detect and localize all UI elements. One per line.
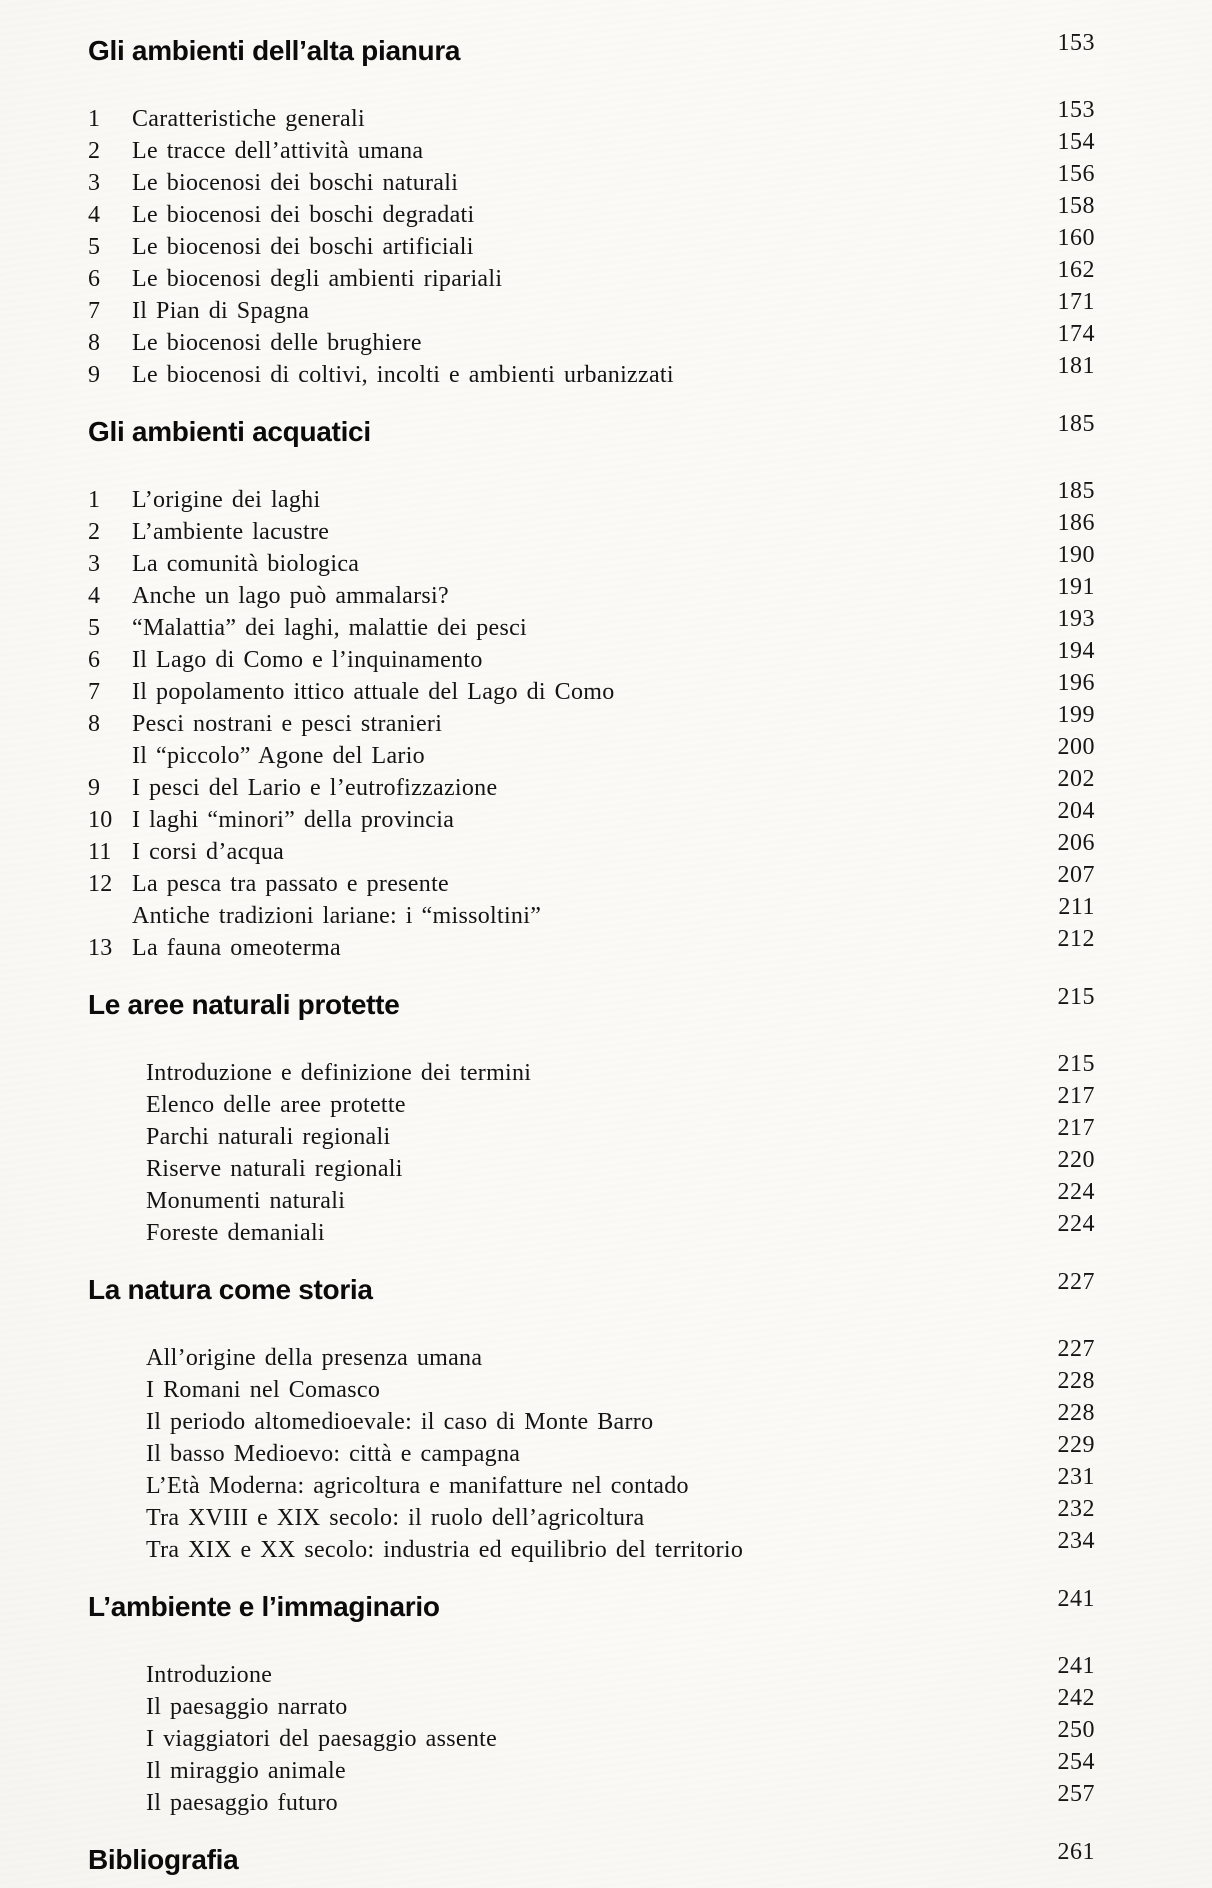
toc-entry-number: 8 bbox=[88, 711, 101, 737]
toc-entry-page-number: 190 bbox=[1057, 542, 1095, 568]
toc-entry-page-number: 191 bbox=[1057, 574, 1095, 600]
toc-entry bbox=[88, 1717, 1095, 1755]
toc-entry-number: 6 bbox=[88, 647, 101, 673]
toc-entry-title: Le biocenosi di coltivi, incolti e ambienti urbanizzati bbox=[132, 362, 674, 388]
toc-entry-page-number: 217 bbox=[1057, 1083, 1095, 1109]
toc-entry-title: Introduzione bbox=[146, 1662, 273, 1688]
toc-entry-page-number: 193 bbox=[1057, 606, 1095, 632]
section-title: Gli ambienti acquatici bbox=[88, 416, 371, 447]
toc-entry-title: Elenco delle aree protette bbox=[146, 1092, 406, 1118]
toc-section bbox=[88, 1839, 1095, 1879]
toc-entry-number bbox=[88, 1502, 146, 1534]
toc-entry bbox=[88, 1781, 1095, 1819]
toc-entry-number: 1 bbox=[88, 106, 101, 132]
toc-entry bbox=[88, 1528, 1095, 1566]
toc-section bbox=[88, 984, 1095, 1249]
toc-entry bbox=[88, 606, 1095, 644]
toc-entry-title: Riserve naturali regionali bbox=[146, 1156, 403, 1182]
section-heading bbox=[88, 411, 1095, 451]
toc-section bbox=[88, 411, 1095, 964]
toc-entry-number: 5 bbox=[88, 234, 101, 260]
toc-entry-title: Antiche tradizioni lariane: i “missoltini” bbox=[132, 903, 542, 929]
toc-entry bbox=[88, 766, 1095, 804]
section-page-number: 185 bbox=[1057, 411, 1095, 437]
toc-entry-title: Monumenti naturali bbox=[146, 1188, 346, 1214]
section-page-number: 261 bbox=[1057, 1839, 1095, 1865]
toc-entry bbox=[88, 510, 1095, 548]
toc-entry bbox=[88, 1083, 1095, 1121]
section-page-number: 241 bbox=[1057, 1586, 1095, 1612]
toc-entry-page-number: 181 bbox=[1057, 353, 1095, 379]
toc-entry-number: 12 bbox=[88, 871, 113, 897]
toc-entry-title: La fauna omeoterma bbox=[132, 935, 341, 961]
toc-entry-page-number: 200 bbox=[1057, 734, 1095, 760]
toc-entry bbox=[88, 702, 1095, 740]
toc-entry-number: 2 bbox=[88, 138, 101, 164]
toc-entry-number: 6 bbox=[88, 266, 101, 292]
toc-entry-page-number: 241 bbox=[1057, 1653, 1095, 1679]
toc-entry-page-number: 220 bbox=[1057, 1147, 1095, 1173]
toc-entry-number: 9 bbox=[88, 362, 101, 388]
toc-entry-title: I laghi “minori” della provincia bbox=[132, 807, 455, 833]
toc-entry-number: 10 bbox=[88, 807, 113, 833]
toc-entry-page-number: 257 bbox=[1057, 1781, 1095, 1807]
section-title: L’ambiente e l’immaginario bbox=[88, 1591, 440, 1622]
toc-entry bbox=[88, 321, 1095, 359]
toc-entry-number bbox=[88, 1185, 146, 1217]
toc-entry-title: I Romani nel Comasco bbox=[146, 1377, 381, 1403]
section-title: Bibliografia bbox=[88, 1844, 239, 1875]
toc-entry-page-number: 217 bbox=[1057, 1115, 1095, 1141]
toc-entry-title: Le biocenosi degli ambienti ripariali bbox=[132, 266, 503, 292]
toc-entry-number bbox=[88, 1089, 146, 1121]
toc-entry-title: “Malattia” dei laghi, malattie dei pesci bbox=[132, 615, 528, 641]
toc-entry-title: Tra XIX e XX secolo: industria ed equilibrio del territorio bbox=[146, 1537, 744, 1563]
toc-entry bbox=[88, 353, 1095, 391]
toc-entry-title: Pesci nostrani e pesci stranieri bbox=[132, 711, 443, 737]
toc-entry-title: Il periodo altomedioevale: il caso di Monte Barro bbox=[146, 1409, 654, 1435]
toc-entry bbox=[88, 193, 1095, 231]
toc-entry-title: I viaggiatori del paesaggio assente bbox=[146, 1726, 498, 1752]
toc-entry-number bbox=[88, 1755, 146, 1787]
toc-entry bbox=[88, 1496, 1095, 1534]
toc-entry-title: Caratteristiche generali bbox=[132, 106, 365, 132]
toc-entry-page-number: 212 bbox=[1057, 926, 1095, 952]
toc-entry-title: Introduzione e definizione dei termini bbox=[146, 1060, 532, 1086]
toc-entry bbox=[88, 161, 1095, 199]
toc-entry-number: 7 bbox=[88, 679, 101, 705]
toc-entry-page-number: 162 bbox=[1057, 257, 1095, 283]
toc-entry-number: 3 bbox=[88, 551, 101, 577]
toc-entry-number bbox=[88, 1217, 146, 1249]
section-title: Le aree naturali protette bbox=[88, 989, 400, 1020]
toc-entry-number bbox=[88, 1057, 146, 1089]
toc-entry-number: 4 bbox=[88, 583, 101, 609]
section-page-number: 215 bbox=[1057, 984, 1095, 1010]
toc-entry-number bbox=[88, 1659, 146, 1691]
toc-entry bbox=[88, 1179, 1095, 1217]
toc-entry-number bbox=[88, 1534, 146, 1566]
toc-entry-page-number: 224 bbox=[1057, 1179, 1095, 1205]
toc-entry bbox=[88, 257, 1095, 295]
toc-entry-number bbox=[88, 1342, 146, 1374]
toc-section bbox=[88, 30, 1095, 391]
toc-entry-title: Il basso Medioevo: città e campagna bbox=[146, 1441, 521, 1467]
toc-entry-number bbox=[88, 1121, 146, 1153]
section-heading bbox=[88, 30, 1095, 70]
toc-entry bbox=[88, 1211, 1095, 1249]
toc-entry-page-number: 153 bbox=[1057, 97, 1095, 123]
toc-entry-title: Il paesaggio futuro bbox=[146, 1790, 338, 1816]
toc-entry bbox=[88, 574, 1095, 612]
toc-entry bbox=[88, 830, 1095, 868]
toc-entry bbox=[88, 1115, 1095, 1153]
toc-section bbox=[88, 1269, 1095, 1566]
section-heading bbox=[88, 1586, 1095, 1626]
toc-entry bbox=[88, 1368, 1095, 1406]
toc-entry-page-number: 156 bbox=[1057, 161, 1095, 187]
section-heading bbox=[88, 1269, 1095, 1309]
toc-entry bbox=[88, 1400, 1095, 1438]
toc-entry bbox=[88, 670, 1095, 708]
toc-entry-page-number: 199 bbox=[1057, 702, 1095, 728]
toc-entry-title: Le biocenosi dei boschi naturali bbox=[132, 170, 459, 196]
toc-entry-page-number: 242 bbox=[1057, 1685, 1095, 1711]
toc-entry-number: 3 bbox=[88, 170, 101, 196]
toc-entry-page-number: 186 bbox=[1057, 510, 1095, 536]
toc-entry bbox=[88, 798, 1095, 836]
toc-entry-number: 13 bbox=[88, 935, 113, 961]
toc-entry-number bbox=[88, 1691, 146, 1723]
toc-entry bbox=[88, 225, 1095, 263]
toc-entry bbox=[88, 129, 1095, 167]
toc-entry-page-number: 154 bbox=[1057, 129, 1095, 155]
toc-entry-title: La comunità biologica bbox=[132, 551, 360, 577]
toc-entry-number bbox=[88, 1723, 146, 1755]
toc-entry-number bbox=[88, 1438, 146, 1470]
toc-entry bbox=[88, 97, 1095, 135]
toc-entry-page-number: 185 bbox=[1057, 478, 1095, 504]
toc-entry bbox=[88, 1685, 1095, 1723]
toc-entry-title: Tra XVIII e XIX secolo: il ruolo dell’agricoltura bbox=[146, 1505, 645, 1531]
toc-entry-number: 7 bbox=[88, 298, 101, 324]
toc-entry-number: 11 bbox=[88, 839, 112, 865]
toc-entry-number: 1 bbox=[88, 487, 101, 513]
toc-entry-page-number: 171 bbox=[1057, 289, 1095, 315]
toc-entry-number: 4 bbox=[88, 202, 101, 228]
toc-entry bbox=[88, 1432, 1095, 1470]
toc-entry-page-number: 194 bbox=[1057, 638, 1095, 664]
toc-entry-number bbox=[88, 1470, 146, 1502]
toc-entry-number bbox=[88, 1153, 146, 1185]
toc-entry-title: Le tracce dell’attività umana bbox=[132, 138, 424, 164]
toc-entry-number: 2 bbox=[88, 519, 101, 545]
toc-entry bbox=[88, 1464, 1095, 1502]
toc-entry-number bbox=[88, 1406, 146, 1438]
toc-entry-page-number: 227 bbox=[1057, 1336, 1095, 1362]
toc-entry-number bbox=[88, 1374, 146, 1406]
toc-entry-page-number: 229 bbox=[1057, 1432, 1095, 1458]
toc-entry bbox=[88, 478, 1095, 516]
toc-entry-page-number: 174 bbox=[1057, 321, 1095, 347]
toc-section bbox=[88, 1586, 1095, 1819]
toc-entry bbox=[88, 862, 1095, 900]
toc-entry-title: L’Età Moderna: agricoltura e manifatture nel contado bbox=[146, 1473, 689, 1499]
toc-entry-page-number: 215 bbox=[1057, 1051, 1095, 1077]
section-heading bbox=[88, 984, 1095, 1024]
toc-entry-number: 8 bbox=[88, 330, 101, 356]
toc-entry-title: Foreste demaniali bbox=[146, 1220, 325, 1246]
toc-entry bbox=[88, 926, 1095, 964]
toc-entry-page-number: 204 bbox=[1057, 798, 1095, 824]
toc-entry-page-number: 232 bbox=[1057, 1496, 1095, 1522]
toc-entry-title: I pesci del Lario e l’eutrofizzazione bbox=[132, 775, 498, 801]
toc-entry-page-number: 196 bbox=[1057, 670, 1095, 696]
toc-entry bbox=[88, 289, 1095, 327]
toc-entry-page-number: 207 bbox=[1057, 862, 1095, 888]
toc-entry-page-number: 231 bbox=[1057, 1464, 1095, 1490]
toc-entry-title: Anche un lago può ammalarsi? bbox=[132, 583, 449, 609]
section-page-number: 153 bbox=[1057, 30, 1095, 56]
toc-entry-page-number: 250 bbox=[1057, 1717, 1095, 1743]
toc-entry-number: 5 bbox=[88, 615, 101, 641]
toc-entry bbox=[88, 1147, 1095, 1185]
toc-entry bbox=[88, 1051, 1095, 1089]
section-title: La natura come storia bbox=[88, 1274, 373, 1305]
toc-entry-title: Parchi naturali regionali bbox=[146, 1124, 391, 1150]
section-heading bbox=[88, 1839, 1095, 1879]
toc-entry-title: Il Pian di Spagna bbox=[132, 298, 310, 324]
toc-entry-title: Il paesaggio narrato bbox=[146, 1694, 348, 1720]
toc-entry-page-number: 228 bbox=[1057, 1400, 1095, 1426]
toc-entry-page-number: 206 bbox=[1057, 830, 1095, 856]
toc-entry bbox=[88, 1749, 1095, 1787]
toc-entry-page-number: 234 bbox=[1057, 1528, 1095, 1554]
toc-entry-title: Il Lago di Como e l’inquinamento bbox=[132, 647, 483, 673]
toc-entry-number bbox=[88, 740, 132, 772]
toc-entry-title: I corsi d’acqua bbox=[132, 839, 285, 865]
toc-entry bbox=[88, 1653, 1095, 1691]
toc-entry-title: Le biocenosi delle brughiere bbox=[132, 330, 422, 356]
toc-entry-title: L’ambiente lacustre bbox=[132, 519, 330, 545]
toc-entry-title: Il “piccolo” Agone del Lario bbox=[132, 743, 425, 769]
section-page-number: 227 bbox=[1057, 1269, 1095, 1295]
toc-entry-page-number: 224 bbox=[1057, 1211, 1095, 1237]
toc-entry-title: Le biocenosi dei boschi artificiali bbox=[132, 234, 474, 260]
toc-entry-number bbox=[88, 900, 132, 932]
toc-entry-page-number: 158 bbox=[1057, 193, 1095, 219]
toc-entry bbox=[88, 894, 1095, 932]
toc-entry-title: Il miraggio animale bbox=[146, 1758, 346, 1784]
toc-entry bbox=[88, 542, 1095, 580]
toc-entry-title: Le biocenosi dei boschi degradati bbox=[132, 202, 475, 228]
toc-entry-page-number: 254 bbox=[1057, 1749, 1095, 1775]
toc-entry-title: All’origine della presenza umana bbox=[146, 1345, 483, 1371]
toc-entry bbox=[88, 734, 1095, 772]
section-title: Gli ambienti dell’alta pianura bbox=[88, 35, 461, 66]
toc-entry bbox=[88, 638, 1095, 676]
toc-entry-page-number: 228 bbox=[1057, 1368, 1095, 1394]
toc-entry-page-number: 211 bbox=[1058, 894, 1095, 920]
toc-entry-page-number: 202 bbox=[1057, 766, 1095, 792]
toc-entry-title: Il popolamento ittico attuale del Lago di Como bbox=[132, 679, 615, 705]
toc-entry bbox=[88, 1336, 1095, 1374]
toc-entry-page-number: 160 bbox=[1057, 225, 1095, 251]
toc-entry-number: 9 bbox=[88, 775, 101, 801]
toc-entry-title: L’origine dei laghi bbox=[132, 487, 321, 513]
toc-entry-title: La pesca tra passato e presente bbox=[132, 871, 449, 897]
toc-entry-number bbox=[88, 1787, 146, 1819]
